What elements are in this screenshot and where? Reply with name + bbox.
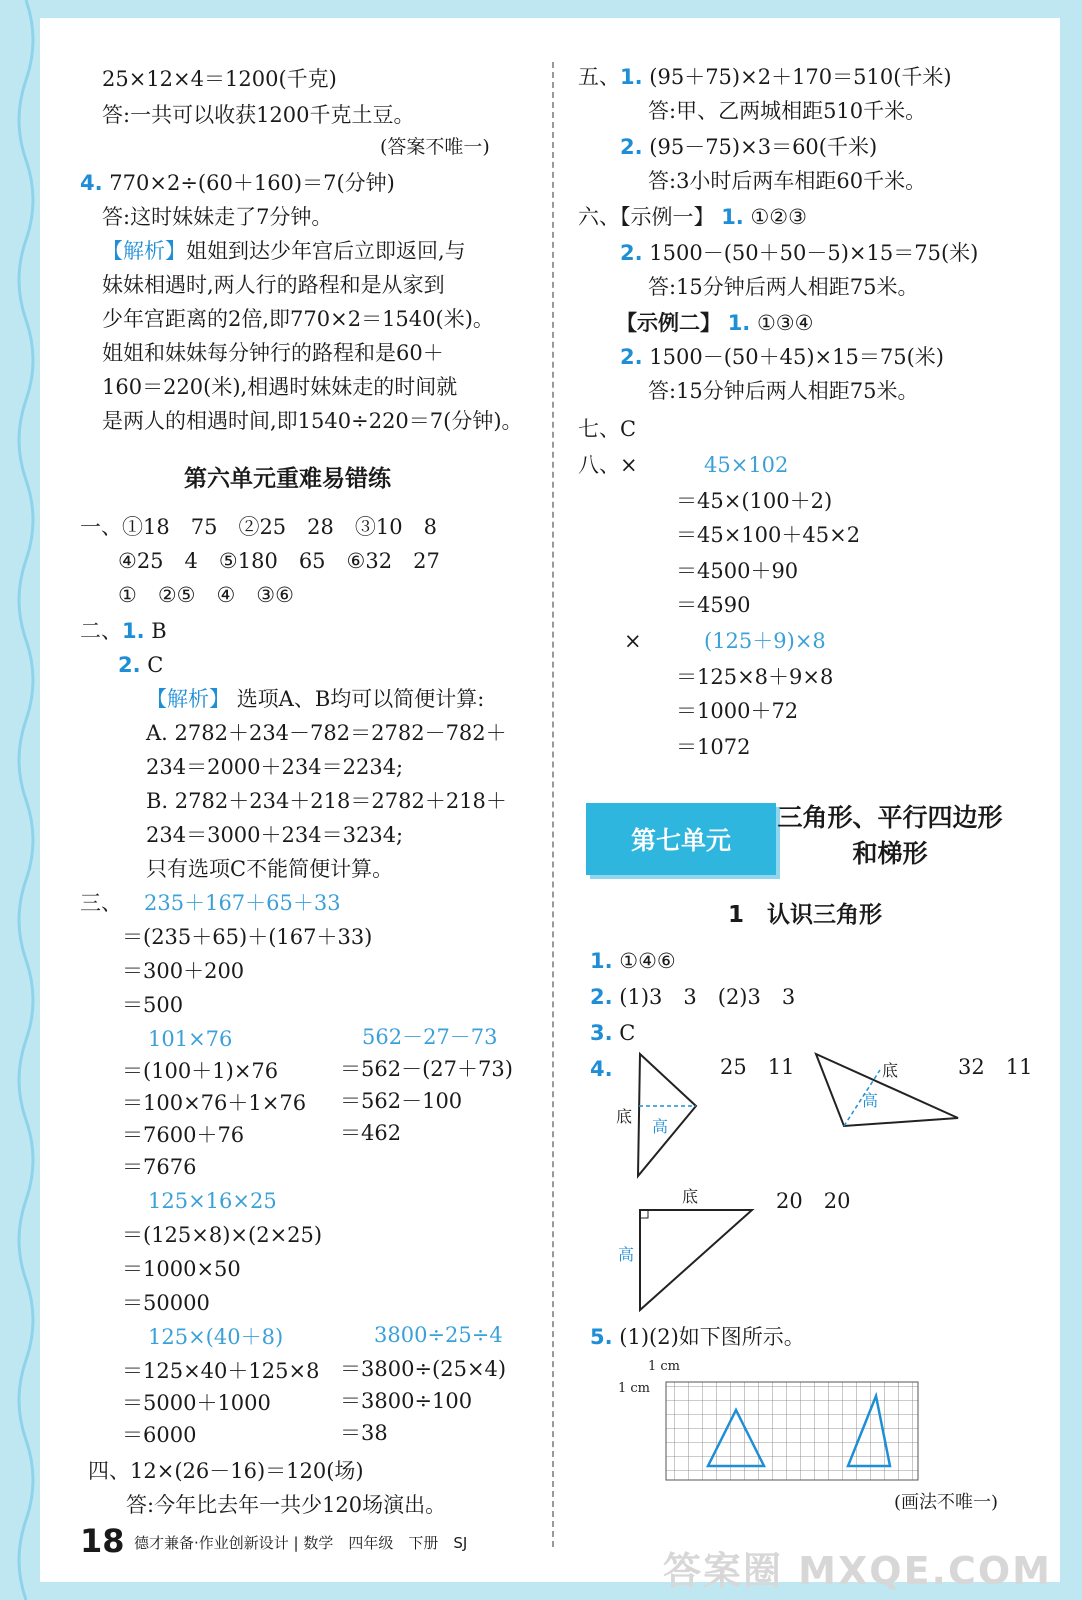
s8-x2: × [624, 629, 642, 653]
s3-e2-3: ＝7600＋76 [122, 1123, 245, 1147]
q4-analysis-4: 姐姐和妹妹每分钟行的路程和是60＋ [102, 341, 444, 365]
triangle-figure-3 [610, 1186, 760, 1316]
r-q3 [590, 1018, 635, 1048]
q4-analysis-1 [102, 236, 466, 266]
lesson-number: 1 [728, 902, 745, 928]
q5-note: (画法不唯一) [894, 1492, 999, 1513]
s6-b2-answer: 答:15分钟后两人相距75米。 [648, 379, 919, 403]
s8-label: 八、× [578, 453, 638, 477]
unit-badge: 第七单元 [586, 803, 776, 875]
s5-2-number: 2. [620, 135, 643, 159]
s3-e5: 125×(40＋8) [148, 1325, 284, 1349]
s3-e6: 3800÷25÷4 [374, 1323, 503, 1347]
s2-1-number: 1. [122, 619, 145, 643]
answer-line: 答:一共可以收获1200千克土豆。 [102, 103, 415, 127]
s3-e2-2: ＝100×76＋1×76 [122, 1091, 307, 1115]
s2-line-2 [118, 650, 163, 680]
q2-number: 2. [590, 985, 613, 1009]
s6-b2-line [620, 342, 944, 372]
s3-label: 三、 [80, 891, 122, 915]
s2-1-answer: B [151, 619, 167, 643]
s1-line-a: 一、①18 75 ②25 28 ③10 8 [80, 515, 437, 539]
s6-2-number: 2. [620, 241, 643, 265]
column-divider [552, 62, 554, 1547]
r-q5 [590, 1322, 805, 1352]
triangle-figure-2 [812, 1050, 962, 1130]
analysis-text: 姐姐到达少年宫后立即返回,与 [186, 239, 466, 263]
label-height: 高 [618, 1245, 635, 1264]
s6-b2-number: 2. [620, 345, 643, 369]
s6-b2-expr: 1500－(50＋45)×15＝75(米) [649, 345, 944, 369]
s3-e6-3: ＝38 [340, 1421, 388, 1445]
q4-values-1: 25 11 [720, 1055, 795, 1079]
unit-title [770, 800, 1010, 872]
q3-answer: C [619, 1021, 636, 1045]
s6-line-2 [620, 238, 978, 268]
s5-label: 五、 [578, 65, 620, 89]
s5-1-number: 1. [620, 65, 643, 89]
label-base: 底 [882, 1061, 899, 1080]
unit-title-line1: 三角形、平行四边形 [777, 803, 1003, 832]
s2-2-number: 2. [118, 653, 141, 677]
s6-b1-answer: ①③④ [756, 311, 814, 335]
s3-e3: 562－27－73 [362, 1025, 498, 1049]
label-base: 底 [616, 1107, 633, 1126]
s3-e4-1: ＝(125×8)×(2×25) [122, 1223, 323, 1247]
label-base: 底 [682, 1187, 699, 1206]
s2-a3: B. 2782＋234＋218＝2782＋218＋ [146, 789, 507, 813]
s8-e1: 45×102 [704, 453, 789, 477]
s3-e2-4: ＝7676 [122, 1155, 197, 1179]
q5-number: 5. [590, 1325, 613, 1349]
s3-e1-3: ＝500 [122, 993, 184, 1017]
q4-values-2: 32 11 [958, 1055, 1033, 1079]
s3-e3-3: ＝462 [340, 1121, 402, 1145]
s3-e1-1: ＝(235＋65)＋(167＋33) [122, 925, 373, 949]
s3-e1: 235＋167＋65＋33 [144, 891, 341, 915]
q1-answer: ①④⑥ [619, 949, 676, 973]
s2-a5: 只有选项C不能简便计算。 [146, 857, 394, 881]
s8-e2-3: ＝1072 [676, 735, 751, 759]
r-q4 [590, 1054, 613, 1084]
s6-2-answer: 答:15分钟后两人相距75米。 [648, 275, 919, 299]
q2-answer: (1)3 3 (2)3 3 [619, 985, 796, 1009]
s3-e5-3: ＝6000 [122, 1423, 197, 1447]
s6-ex2-line [616, 308, 813, 338]
s5-2-answer: 答:3小时后两车相距60千米。 [648, 169, 927, 193]
s5-2-expr: (95－75)×3＝60(千米) [649, 135, 878, 159]
q5-text: (1)(2)如下图所示。 [619, 1325, 805, 1349]
s3-e5-1: ＝125×40＋125×8 [122, 1359, 320, 1383]
triangle-figure-1 [612, 1050, 702, 1180]
q4-analysis-3: 少年宫距离的2倍,即770×2＝1540(米)。 [102, 307, 494, 331]
s3-e2: 101×76 [148, 1027, 233, 1051]
s6-label: 六、【示例一】 [578, 205, 715, 229]
s3-e6-1: ＝3800÷(25×4) [340, 1357, 507, 1381]
s8-e2: (125＋9)×8 [704, 629, 826, 653]
s3-e2-1: ＝(100＋1)×76 [122, 1059, 279, 1083]
s2-a2: 234＝2000＋234＝2234; [146, 755, 404, 779]
s3-e4-3: ＝50000 [122, 1291, 210, 1315]
q4-answer: 答:这时妹妹走了7分钟。 [102, 205, 333, 229]
unit-title-line2: 和梯形 [852, 839, 928, 868]
s5-line-2 [620, 132, 877, 162]
q4-analysis-2: 妹妹相遇时,两人行的路程和是从家到 [102, 273, 445, 297]
s5-1-expr: (95＋75)×2＋170＝510(千米) [649, 65, 952, 89]
s6-line-1 [578, 202, 807, 232]
line-calc: 25×12×4＝1200(千克) [102, 67, 337, 91]
s3-e3-1: ＝562－(27＋73) [340, 1057, 513, 1081]
s8-e1-3: ＝4500＋90 [676, 559, 799, 583]
s2-analysis [146, 684, 484, 714]
s3-e3-2: ＝562－100 [340, 1089, 463, 1113]
s8-e2-1: ＝125×8＋9×8 [676, 665, 834, 689]
q3-number: 3. [590, 1021, 613, 1045]
wave-border-decoration [6, 0, 46, 1600]
section-title: 第六单元重难易错练 [184, 466, 391, 492]
s3-e4: 125×16×25 [148, 1189, 277, 1213]
s3-e1-2: ＝300＋200 [122, 959, 245, 983]
s6-2-expr: 1500－(50＋50－5)×15＝75(米) [649, 241, 979, 265]
s5-1-answer: 答:甲、乙两城相距510千米。 [648, 99, 927, 123]
s4-answer: 答:今年比去年一共少120场演出。 [126, 1493, 447, 1517]
s5-line-1 [578, 62, 952, 92]
grid-cm-top: 1 cm [648, 1359, 681, 1374]
s6-1-answer: ①②③ [750, 205, 807, 229]
s2-a4: 234＝3000＋234＝3234; [146, 823, 404, 847]
lesson-heading [728, 896, 882, 929]
analysis-tag: 【解析】 [102, 239, 186, 263]
s2-a1: A. 2782＋234－782＝2782－782＋ [146, 721, 507, 745]
q4-analysis-5: 160＝220(米),相遇时妹妹走的时间就 [102, 375, 458, 399]
q4-expr: 770×2÷(60＋160)＝7(分钟) [109, 171, 395, 195]
q4-analysis-6: 是两人的相遇时间,即1540÷220＝7(分钟)。 [102, 409, 523, 433]
s6-1-number: 1. [721, 205, 744, 229]
s7-line: 七、C [578, 417, 637, 441]
s1-line-c: ① ②⑤ ④ ③⑥ [118, 583, 294, 607]
label-height: 高 [862, 1091, 879, 1110]
s1-line-b: ④25 4 ⑤180 65 ⑥32 27 [118, 549, 440, 573]
label-height: 高 [652, 1117, 669, 1136]
s3-e4-2: ＝1000×50 [122, 1257, 241, 1281]
s2-line-1 [80, 616, 167, 646]
analysis-text: 选项A、B均可以简便计算: [236, 687, 485, 711]
s3-e5-2: ＝5000＋1000 [122, 1391, 271, 1415]
s8-e1-2: ＝45×100＋45×2 [676, 523, 861, 547]
r-q1 [590, 946, 676, 976]
s3-e6-2: ＝3800÷100 [340, 1389, 473, 1413]
s6-b1-number: 1. [727, 311, 751, 335]
note: (答案不唯一) [380, 136, 490, 158]
s4-line: 四、12×(26－16)＝120(场) [88, 1459, 364, 1483]
lesson-title: 认识三角形 [767, 902, 883, 928]
q4-number: 4. [80, 171, 103, 195]
s8-e1-1: ＝45×(100＋2) [676, 489, 833, 513]
grid-figure [618, 1358, 924, 1488]
analysis-tag: 【解析】 [146, 687, 230, 711]
page-number: 18 [80, 1522, 125, 1560]
s6-example2-label: 【示例二】 [616, 311, 721, 335]
s2-label: 二、 [80, 619, 122, 643]
r-q2 [590, 982, 795, 1012]
footer-text: 德才兼备·作业创新设计 | 数学 四年级 下册 SJ [134, 1534, 468, 1552]
q4-values-3: 20 20 [776, 1189, 851, 1213]
q1-number: 1. [590, 949, 613, 973]
s8-e1-4: ＝4590 [676, 593, 751, 617]
s2-2-answer: C [147, 653, 164, 677]
s8-e2-2: ＝1000＋72 [676, 699, 799, 723]
watermark: 答案圈 MXQE.COM [662, 1549, 1052, 1593]
q4-number: 4. [590, 1057, 613, 1081]
grid-cm-left: 1 cm [618, 1381, 651, 1396]
q4-line [80, 168, 395, 198]
